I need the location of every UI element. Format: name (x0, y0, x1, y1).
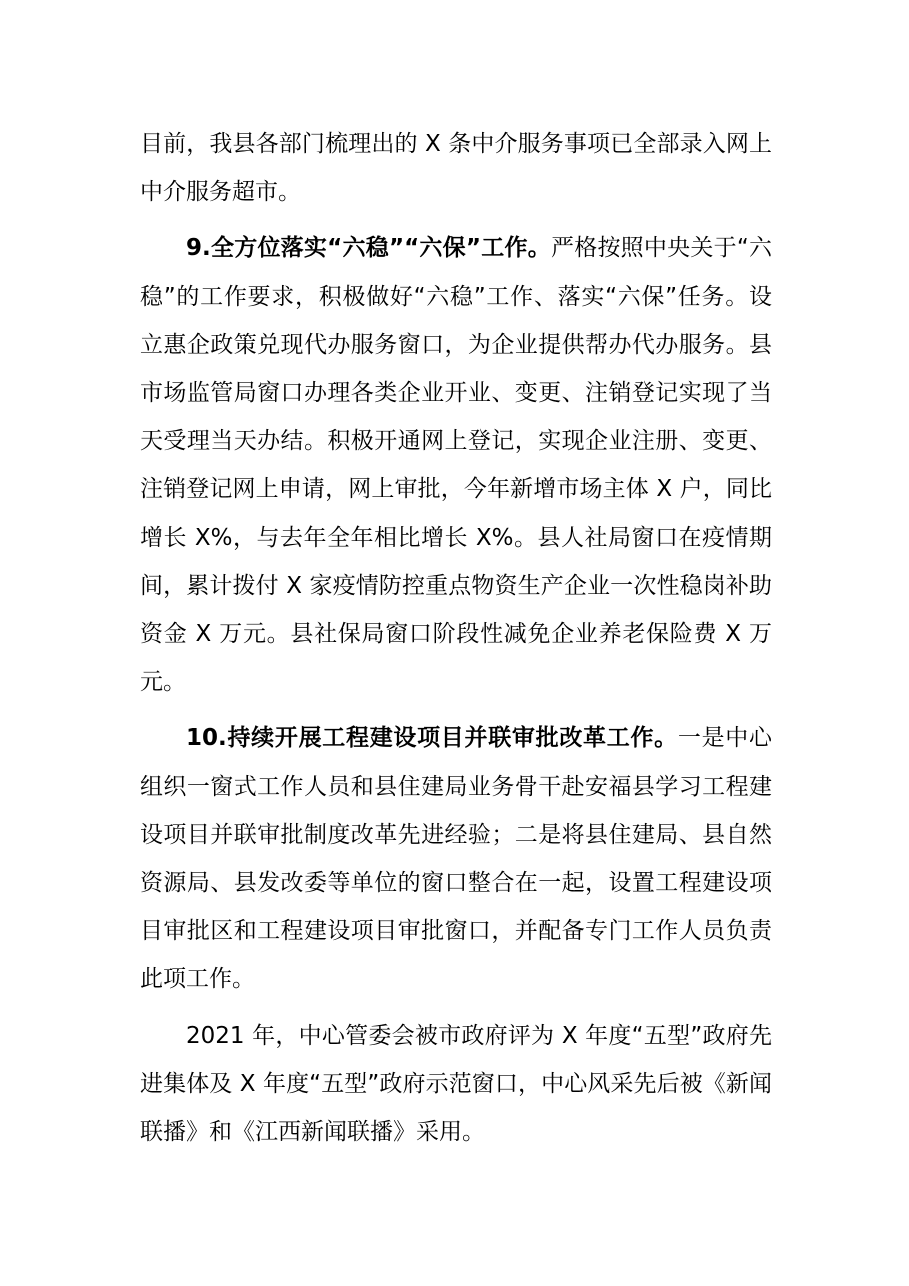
section-heading-10: 10.持续开展工程建设项目并联审批改革工作。 (186, 725, 678, 752)
paragraph-text: 目前，我县各部门梳理出的 X 条中介服务事项已全部录入网上中介服务超市。 (140, 131, 772, 206)
document-body (140, 120, 772, 1156)
section-heading-9: 9.全方位落实“六稳”“六保”工作。 (186, 235, 551, 262)
paragraph-section-9 (140, 224, 772, 706)
paragraph-section-10 (140, 714, 772, 1003)
paragraph-continuation (140, 120, 772, 216)
paragraph-gap (140, 706, 772, 714)
paragraph-text: 2021 年，中心管委会被市政府评为 X 年度“五型”政府先进集体及 X 年度“五型”政府示范窗口，中心风采先后被《新闻联播》和《江西新闻联播》采用。 (140, 1022, 772, 1146)
paragraph-text: 一是中心组织一窗式工作人员和县住建局业务骨干赴安福县学习工程建设项目并联审批制度改革先进经验；二是将县住建局、县自然资源局、县发改委等单位的窗口整合在一起，设置工程建设项目审批区和工程建设项目审批窗口，并配备专门工作人员负责此项工作。 (140, 725, 772, 993)
paragraph-gap (140, 1004, 772, 1012)
paragraph-summary-2021 (140, 1012, 772, 1157)
paragraph-gap (140, 216, 772, 224)
paragraph-text: 严格按照中央关于“六稳”的工作要求，积极做好“六稳”工作、落实“六保”任务。设立惠企政策兑现代办服务窗口，为企业提供帮办代办服务。县市场监管局窗口办理各类企业开业、变更、注销登记实现了当天受理当天办结。积极开通网上登记，实现企业注册、变更、注销登记网上申请，网上审批，今年新增市场主体 X 户，同比增长 X%，与去年全年相比增长 X%。县人社局窗口在疫情期间，累计拨付 X 家疫情防控重点物资生产企业一次性稳岗补助资金 X 万元。县社保局窗口阶段性减免企业养老保险费 X 万元。 (140, 235, 772, 696)
